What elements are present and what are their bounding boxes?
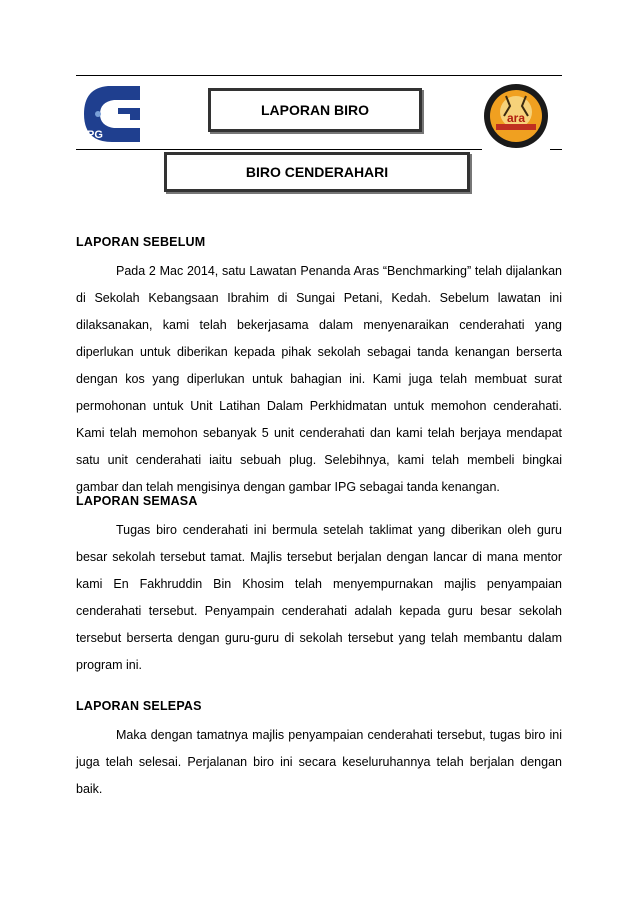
bureau-title: BIRO CENDERAHARI xyxy=(164,152,470,192)
ipg-logo xyxy=(78,80,144,148)
header-top-rule xyxy=(76,75,562,76)
ipg-logo-text: iPG xyxy=(84,129,103,141)
section-body-semasa: Tugas biro cenderahati ini bermula setelah taklimat yang diberikan oleh guru besar sekolah tersebut tamat. Majlis tersebut berjalan dengan lancar di mana mentor kami En Fakhruddin Bin Khosim telah menyempurnakan majlis penyampaian cenderahati tersebut. Penyampain cenderahati adalah kepada guru besar sekolah tersebut berserta dengan guru-guru di sekolah tersebut yang telah membantu dalam program ini. xyxy=(76,523,562,672)
section-body-selepas: Maka dengan tamatnya majlis penyampaian cenderahati tersebut, tugas biro ini juga telah selesai. Perjalanan biro ini secara keseluruhannya telah berjalan dengan baik. xyxy=(76,728,562,796)
section-heading-selepas: LAPORAN SELEPAS xyxy=(76,699,202,713)
section-heading-semasa: LAPORAN SEMASA xyxy=(76,494,198,508)
section-body-sebelum: Pada 2 Mac 2014, satu Lawatan Penanda Aras “Benchmarking” telah dijalankan di Sekolah Kebangsaan Ibrahim di Sungai Petani, Kedah. Sebelum lawatan ini dilaksanakan, kami telah bekerjasama dalam menyenaraikan cenderahati yang diperlukan untuk diberikan kepada pihak sekolah sebagai tanda kenangan berserta dengan kos yang diperlukan untuk bahagian ini. Kami juga telah membuat surat permohonan untuk Unit Latihan Dalam Perkhidmatan untuk memohon cenderahati. Kami telah memohon sebanyak 5 unit cenderahati dan kami telah berjaya mendapat satu unit cenderahati iaitu sebuah plug. Selebihnya, kami telah membeli bingkai gambar dan telah mengisinya dengan gambar IPG sebagai tanda kenangan. xyxy=(76,264,562,494)
section-heading-sebelum: LAPORAN SEBELUM xyxy=(76,235,206,249)
ara-logo-text: ara xyxy=(506,111,526,125)
ara-logo xyxy=(482,82,550,150)
report-title: LAPORAN BIRO xyxy=(208,88,422,132)
